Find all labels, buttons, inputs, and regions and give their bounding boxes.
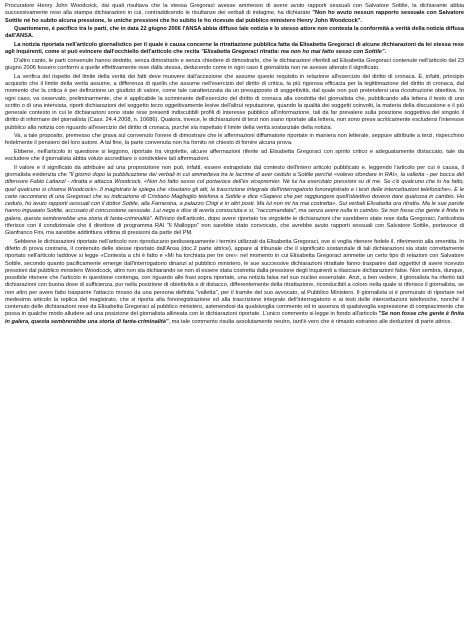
bold-text: . xyxy=(384,49,387,56)
bold-italic-quote: "Se non fosse che gente è finita in galera, questa sembrerebbe una storia di fanta-criminalità" xyxy=(5,311,465,325)
body-text: Il valore e il significato da attribuire ad una proposizione non può, infatti, essere estrapolato dal contesto dell'intero articolo pubblicato e, leggendo l'articolo per cui è causa, il giornalista evidenzia che xyxy=(5,164,464,179)
document-body xyxy=(5,3,464,326)
body-text: Ebbene, nell'articolo in questione si leggono, riportate tra virgolette, alcune affermazioni riferite ad Elisabetta Gregoraci con spirito critico e adeguatamente distaccato, tale da escludere che il giornalista abbia voluto accreditare o condividere tali affermazioni. xyxy=(5,149,464,163)
document-paragraph xyxy=(5,3,464,25)
document-paragraph xyxy=(5,74,464,132)
document-paragraph xyxy=(5,133,464,148)
bold-italic-quote: "Elisabetta Gregoraci ritratta: ma non ho mai fatto sesso con Sottile" xyxy=(200,49,385,56)
bold-text: La notizia riportata nell'articolo giornalistico per il quale è causa concerne la ritrattazione pubblica fatta da Elisabetta Gregoraci di alcune dichiarazioni da lei stessa rese agli inquirenti, come si può evincere dall'occhiello dell'articolo che recita xyxy=(5,42,464,56)
italic-quote: "Il giorno dopo la pubblicazione dei verbali in cui ammetteva tra le lacrime di aver ceduto a Sottile perché «volevo sfondare in RAI», la valletta - per bocca del difensore Fabio Lattanzi - ritratta e attacca Woodcock. «Non ho fatto sesso col portavoce dell'ex vicepremier. Né lui ha esercitato pressioni su di me. Se c'è qualcuno che lo ha fatto, quel qualcuno si chiama Woodcock». Il magistrato le spiega che «bastano gli atti, la trascrizione integrale dell'interrogatorio fonoregistrato e i testi delle intercettazioni telefoniche». E le carte raccontano di una Gregoraci che su indicazione di Cristiano Maglioglio telefona a Sottile e dice «Sapevo che per raggiungere quell'obiettivo dovevo dare qualcosa in cambio. Ho ceduto, ho avuto rapporti sessuali con il dottor Sottile, alla Farnesina, a palazzo Chigi e in altri posti. Ma lui non mi ha mai costretta». Sui verbali Elisabetta ora ritratta. Ma le sue parole hanno inguaiato Sottile, accusato di concussione sessuale. Lui nega e dice di averla conosciuta e si, "raccomandata", ma senza avere nulla in cambio. Se non fosse che gente è finita in galera, questa sembrerebbe una storia di fanta-criminalità" xyxy=(5,172,464,222)
document-paragraph xyxy=(5,239,464,326)
bold-text: "Non ho avuto nessun rapporto sessuale con Salvatore Sottile né ho subito alcuna pressione, le uniche pressioni che ho subito le ho ricevute dal pubblico ministero Henry John Woodcock". xyxy=(5,10,464,24)
body-text: , ma tale commento risulta assolutamente neutro, tant'è vero che è rimasto estraneo alle deduzioni di parte attrice. xyxy=(168,318,453,325)
body-text: D'altro canto, le parti convenute hanno dedotto, senza dimostrarlo e senza chiedere di dimostrarlo, che le dichiarazioni riferibili ad Elisabetta Gregoraci contenute nell'articolo del 23 giugno 2006 fossero conformi a quelle effettivamente rese dalla stessa, deducendo come in ogni caso il giornalista non ne avesse alterato il significato. xyxy=(5,57,464,72)
body-text: Sebbene le dichiarazioni riportate nell'articolo non riproducano pedissequamente i termini utilizzati da Elisabetta Gregoraci, ove si voglia ritenere fedele il, riferimento alla smentita. In difetto di prova contraria, il contenuto delle stesse riportato dall'Ansa (doc.2 parte attrice), appare al tribunale che il significato sostanziale di tali dichiarazioni sia stato correttamente riportato nell'articolo laddove si legge «Contesta a chi è fatto e «Mi ha torchiata per tre ore»: nel momento in cui Elisabetta Gregoraci ammette un certo tipo di relazioni con Salvatore Sottile, secondo quanto pacificamente emerge dall'interrogatorio dinanzi al pubblico ministero, le sue successive dichiarazioni ritrattate fanno trasparire dati oggettivi di avere ricevuto pressioni dal pubblico ministero Woodcock, altro non sta dichiarando se non di essere stata costretta dalla pressione degli inquirenti a rilasciare dichiarazioni false. Non sembra, dunque, possibile ritenere che l'articolo in questione contenga, con riguardo alle frasi sopra riportate, una notizia falsa nel suo nucleo essenziale. Anzi, a ben vedere, il giornalista ha riferito tali dichiarazioni con buona dose di sufficienza, pur nella posizione di obiettività e di distacco, differentemente della ritrattazione, riconducibili a coloro nella quale si riferisce il giornalista, se non altro per avere fatto trasparire l'attacco mosso da una persona definita "valletta", per il tramite del suo avvocato, al Pubblico Ministero. Il giornalista si è premurato di riportare nel medesimo articolo la replica del magistrato, che si riporta alla fonoregistrazione ed alla trascrizione integrale dell'interrogatorio e ai testi delle intercettazioni telefoniche, nonché il contenuto delle dichiarazioni rese da Elisabetta Gregoraci al pubblico ministero, astenendosi da qualsivoglia commento ed in assenza di qualsivoglia espressione di compiacimento che possa in qualche modo alludere ad una posizione del giornalista allineata con le dichiarazioni riportate. L'unico commento si legge in fondo all'articolo xyxy=(5,238,464,318)
document-paragraph xyxy=(5,26,464,41)
bold-text: Quantomeno, è pacifico tra le parti, che in data 22 giugno 2006 l'ANSA abbia diffuso tale notizia e lo stesso attore non contesta la conformità a verità della notizia diffusa dall'ANSA. xyxy=(5,26,464,40)
body-text: Procuratore Henry John Woodcock, dai quali risultava che la stessa Gregoraci avesse ammesso di avere avuto rapporti sessuali con Salvatore Sottile, la dichiarante abbia successivamente reso alla stampa dichiarazioni in cui, contraddicendo le risultanze dei verbali di indagine, ha dichiarato xyxy=(5,3,464,17)
document-paragraph xyxy=(5,42,464,57)
body-text: La verifica del rispetto del limite della verità dei fatti deve muovere dall'accezione che assume questo requisito in relazione all'esercizio del diritto di cronaca. È, infatti, principio acquisito che il limite della verità assume, a differenza di quello che assume nell'esercizio del diritto di critica, la più rigorosa efficacia per la legittimazione del diritto di cronaca, dal momento che la critica è per definizione un giudizio di valore, come tale caratterizzata da un presupposto di soggettività, dal quale non può pretendersi una ricostruzione obiettiva. In ogni caso, va osservato, preliminarmente, che è applicabile la scriminante dell'esercizio del diritto di cronaca alla condotta del giornalista che, pubblicando alla lettera il testo di uno scritto o di una intervista, riporti dichiarazioni del soggetto terzo oggettivamente lesive dell'altrui reputazione, quando la qualità dei soggetti coinvolti, la materia della discussione e il più generale contesto in cui le dichiarazioni sono state rese presenti indiscutibili profili di interesse pubblico all'informazione, tali da far prevalere sulla posizione soggettiva del singolo il diritto di informare del giornalista (Cass. 24.4.2008, n. 10686). Qualora, invece, le dichiarazioni di terzi non siano riportate alla lettera, non sono prese acriticamente escludersi l'interesse pubblico alla notizia con riguardo all'esercizio del diritto di cronaca, purché sia rispettato il limite della verità sostanziale della notizia. xyxy=(5,73,464,131)
document-paragraph xyxy=(5,58,464,73)
document-paragraph xyxy=(5,149,464,164)
body-text: . All'inizio dell'articolo, dopo avere riportato tra virgolette le dichiarazioni che sarebbero state rese dalla Gregoraci, l'articolista riferisce con il condizionale che il direttore di programma RAI "Il Malloppo" non sarebbe stato convocato, che avrebbe avuto rapporti sessuali con Salvatore Sottile, portavoce di Gianfranco Fini, ma sarebbe addirittura vittima di pressioni da parte del PM. xyxy=(5,215,464,237)
body-text: Va, a tale proposito, premesso che grava sul convenuto l'onere di dimostrare che le affermazioni diffamatorie riportate in maniera non letterale, seppure attribuite a terzi, rispecchino fedelmente il pensiero del loro autore. A tal fine, la parte convenuta non ha fornito né chiesto di fornire alcuna prova. xyxy=(5,133,464,147)
document-paragraph xyxy=(5,165,464,238)
